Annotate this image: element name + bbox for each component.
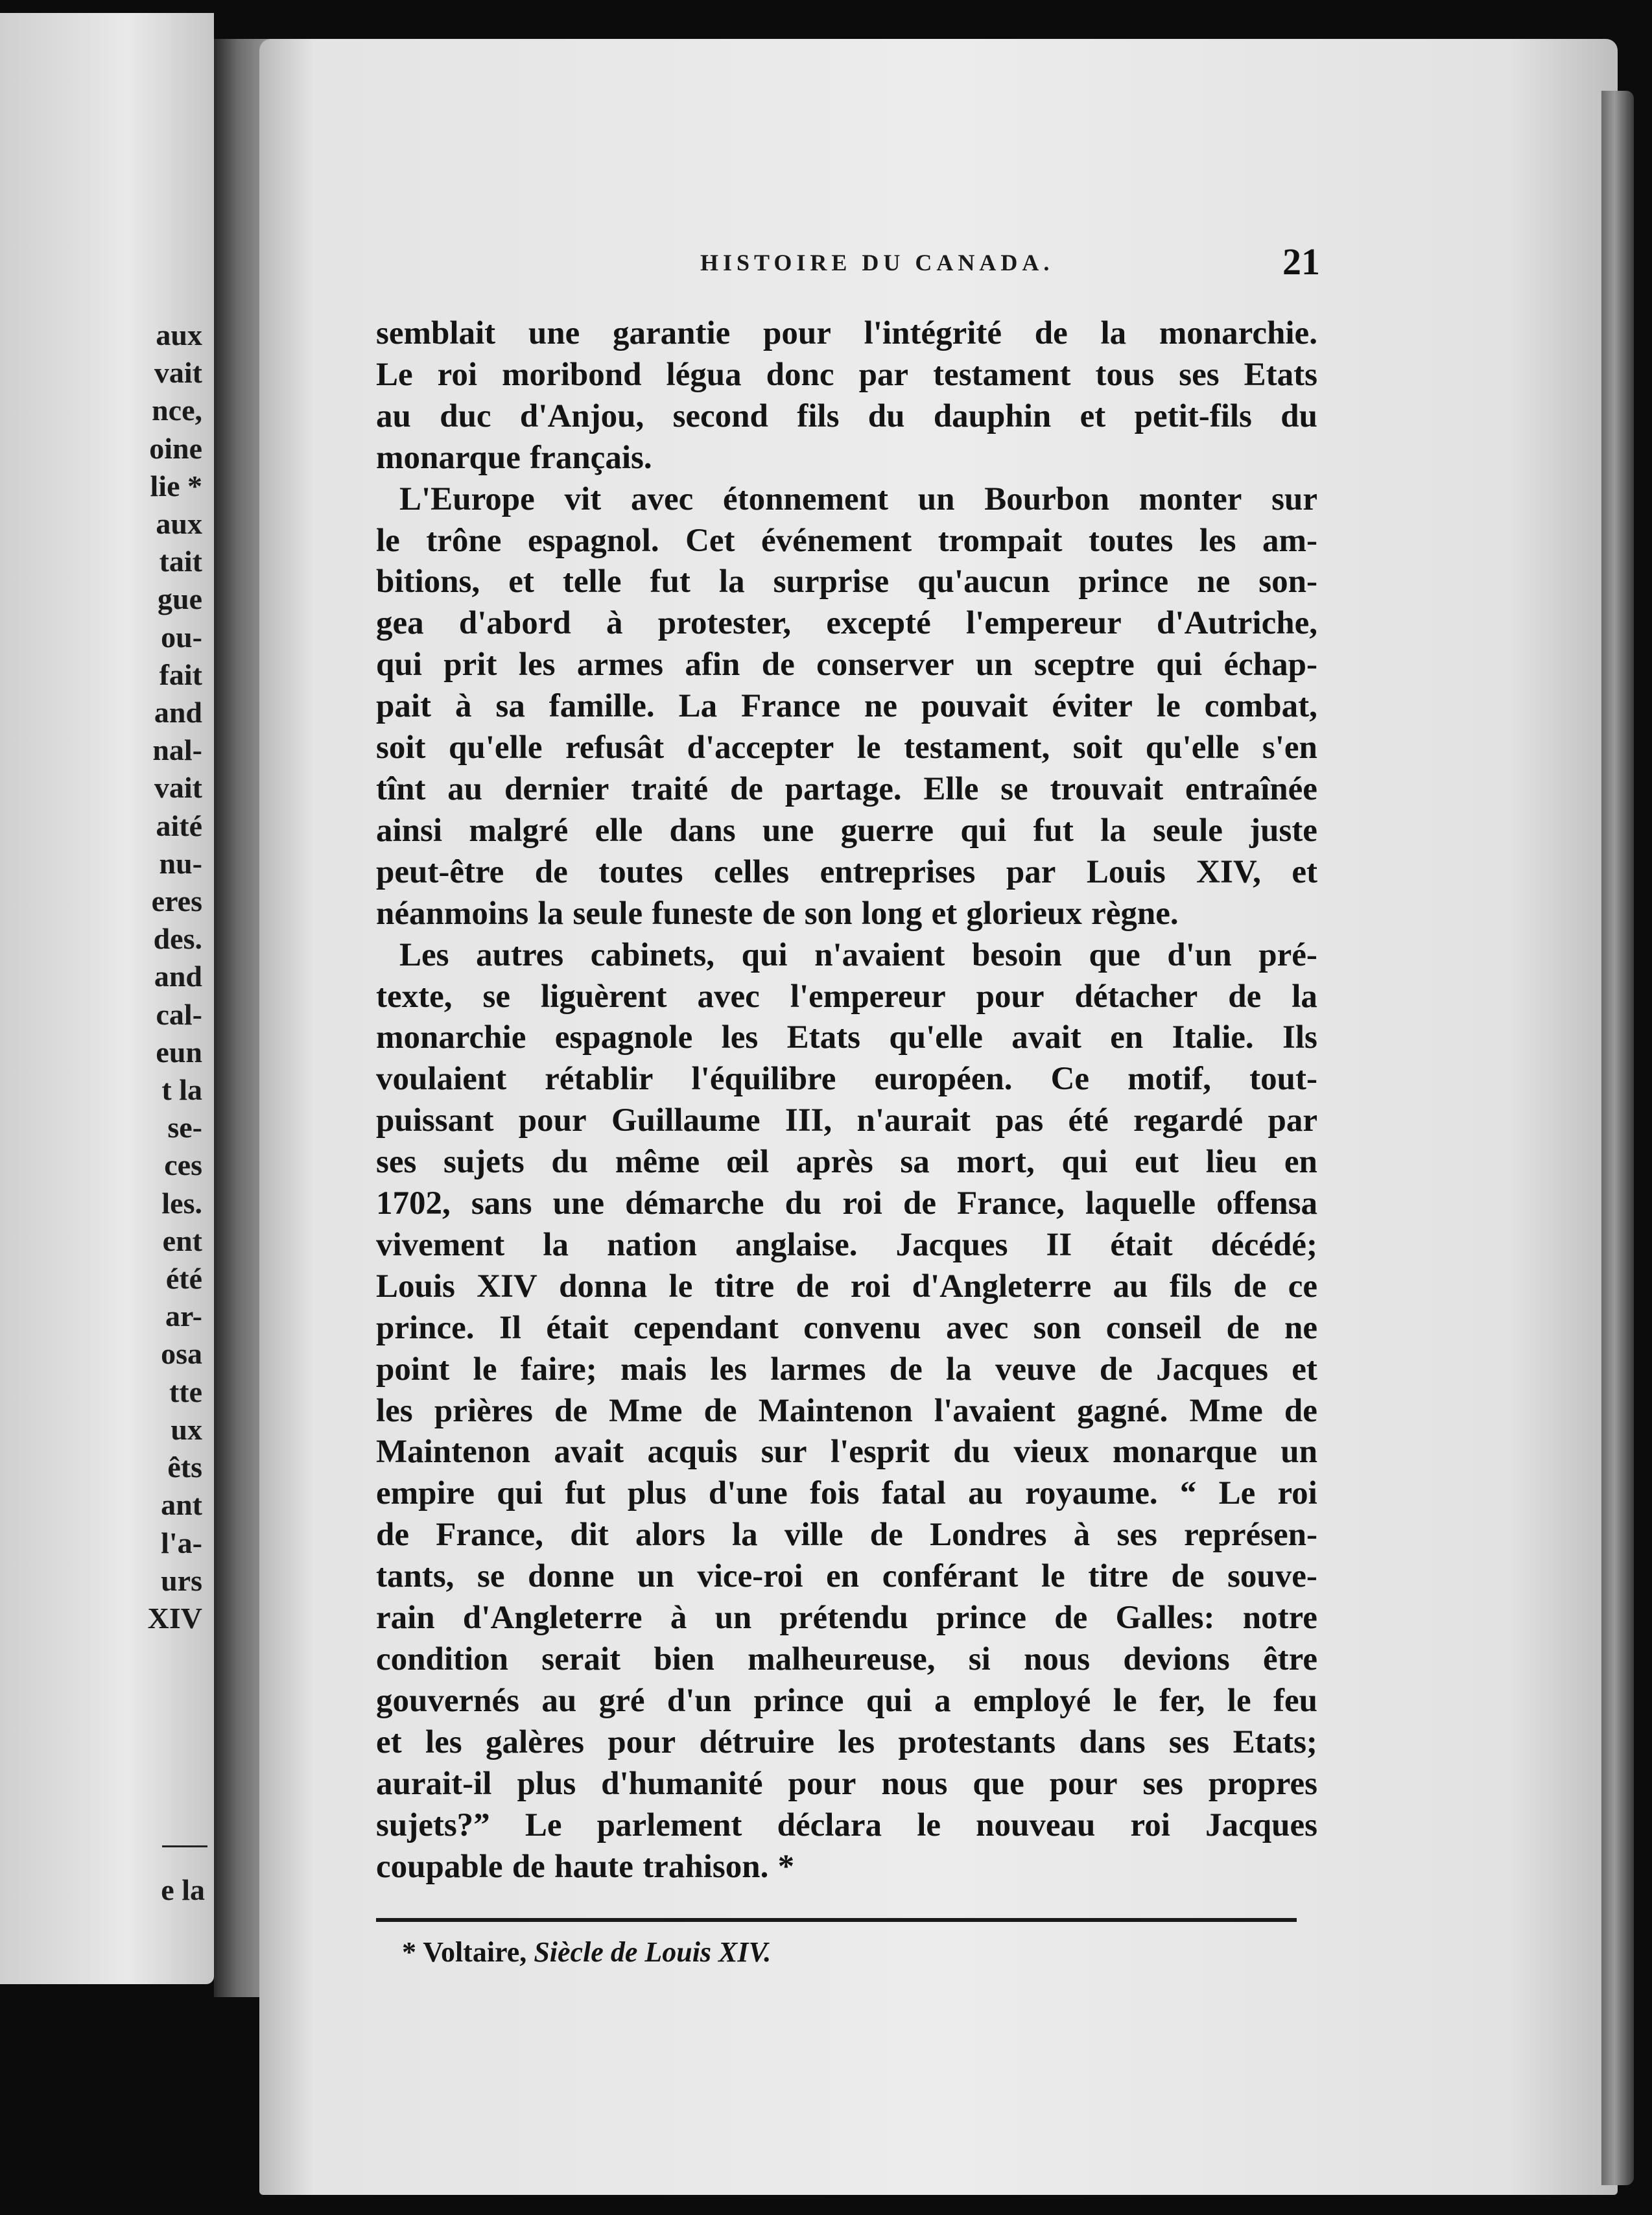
body-line: monarchie espagnole les Etats qu'elle avait en Italie. Ils [376, 1019, 1317, 1056]
body-line: tînt au dernier traité de partage. Elle se trouvait entraînée [376, 770, 1317, 807]
body-line: aurait-il plus d'humanité pour nous que pour ses propres [376, 1765, 1317, 1802]
body-line: qui prit les armes afin de conserver un sceptre qui échap- [376, 646, 1317, 683]
left-page-line: fait [159, 657, 202, 691]
body-line: L'Europe vit avec étonnement un Bourbon monter sur [399, 480, 1317, 517]
body-line: 1702, sans une démarche du roi de France, laquelle offensa [376, 1185, 1317, 1222]
left-page-line: nce, [152, 394, 202, 427]
body-line: soit qu'elle refusât d'accepter le testament, soit qu'elle s'en [376, 729, 1317, 766]
left-page-line: êts [167, 1451, 202, 1484]
body-line: voulaient rétablir l'équilibre européen. Ce motif, tout- [376, 1061, 1317, 1098]
body-line: prince. Il était cependant convenu avec son conseil de ne [376, 1309, 1317, 1346]
left-page-line: XIV [147, 1601, 202, 1635]
left-page-text [148, 316, 202, 1637]
body-line: sujets?” Le parlement déclara le nouveau roi Jacques [376, 1806, 1317, 1843]
left-page-line: osa [161, 1337, 202, 1371]
body-line: Le roi moribond légua donc par testament tous ses Etats [376, 356, 1317, 393]
left-page-line: eun [156, 1035, 202, 1069]
body-line: Les autres cabinets, qui n'avaient besoin que d'un pré- [399, 936, 1317, 973]
left-page-line: des. [153, 922, 202, 956]
body-line: semblait une garantie pour l'intégrité de la monarchie. [376, 315, 1317, 351]
left-page-line: tait [159, 545, 202, 578]
footnote-prefix: * Voltaire, [402, 1936, 534, 1968]
left-page-line: ent [162, 1224, 202, 1257]
left-page-line: l'a- [161, 1526, 202, 1559]
body-line: de France, dit alors la ville de Londres à ses représen- [376, 1517, 1317, 1554]
footnote-rule [376, 1918, 1297, 1922]
body-line: puissant pour Guillaume III, n'aurait pas été regardé par [376, 1102, 1317, 1139]
left-page-line: nal- [152, 733, 202, 767]
body-line: Maintenon avait acquis sur l'esprit du vieux monarque un [376, 1434, 1317, 1471]
left-page-line: ou- [161, 620, 202, 654]
left-facing-page [0, 13, 214, 1984]
body-line: vivement la nation anglaise. Jacques II était décédé; [376, 1226, 1317, 1263]
left-page-line: vait [154, 771, 202, 805]
left-page-line: t la [161, 1073, 202, 1107]
body-line: rain d'Angleterre à un prétendu prince de Galles: notre [376, 1600, 1317, 1637]
body-line: condition serait bien malheureuse, si nous devions être [376, 1641, 1317, 1677]
left-page-line: nu- [159, 846, 202, 880]
body-text [376, 313, 1317, 1888]
footnote-title: Siècle de Louis XIV. [534, 1936, 772, 1968]
left-page-line: tte [169, 1375, 202, 1408]
body-line: tants, se donne un vice-roi en conférant le titre de souve- [376, 1558, 1317, 1595]
page-number: 21 [1282, 241, 1320, 283]
left-page-line: lie * [150, 469, 202, 503]
page-edge [1601, 91, 1634, 2185]
left-footnote-rule [162, 1845, 207, 1847]
body-line: gouvernés au gré d'un prince qui a employé le fer, le feu [376, 1682, 1317, 1719]
left-page-line: se- [167, 1111, 202, 1144]
body-line: le trône espagnol. Cet événement trompait toutes les am- [376, 522, 1317, 559]
left-page-line: ux [171, 1412, 202, 1446]
body-line: bitions, et telle fut la surprise qu'aucun prince ne son- [376, 563, 1317, 600]
body-line: ainsi malgré elle dans une guerre qui fut la seule juste [376, 812, 1317, 849]
body-line: les prières de Mme de Maintenon l'avaient gagné. Mme de [376, 1392, 1317, 1429]
left-page-line: aux [156, 507, 202, 541]
body-line: point le faire; mais les larmes de la veuve de Jacques et [376, 1351, 1317, 1388]
left-page-line: gue [158, 582, 202, 616]
body-line: gea d'abord à protester, excepté l'empereur d'Autriche, [376, 605, 1317, 642]
left-page-line: aité [156, 809, 202, 842]
left-page-line: and [154, 696, 202, 729]
body-line: peut-être de toutes celles entreprises par Louis XIV, et [376, 853, 1317, 890]
body-line: et les galères pour détruire les protestants dans ses Etats; [376, 1723, 1317, 1760]
left-page-line: aux [156, 318, 202, 351]
left-page-line: and [154, 960, 202, 993]
body-line: néanmoins la seule funeste de son long et glorieux règne. [376, 895, 1179, 932]
body-line: empire qui fut plus d'une fois fatal au royaume. “ Le roi [376, 1475, 1317, 1512]
footnote [402, 1936, 771, 1969]
body-line: monarque français. [376, 439, 652, 476]
left-footnote-fragment: e la [161, 1873, 205, 1906]
body-line: pait à sa famille. La France ne pouvait éviter le combat, [376, 688, 1317, 725]
running-head: HISTOIRE DU CANADA. [700, 250, 1054, 276]
body-line: au duc d'Anjou, second fils du dauphin et petit-fils du [376, 397, 1317, 434]
left-page-line: vait [154, 356, 202, 390]
left-page-line: ar- [165, 1299, 202, 1333]
body-line: coupable de haute trahison. * [376, 1848, 795, 1885]
left-page-line: été [165, 1262, 202, 1296]
body-line: Louis XIV donna le titre de roi d'Angleterre au fils de ce [376, 1268, 1317, 1305]
left-page-line: cal- [156, 997, 202, 1031]
left-page-line: ant [161, 1488, 202, 1522]
body-line: texte, se liguèrent avec l'empereur pour détacher de la [376, 978, 1317, 1015]
body-line: ses sujets du même œil après sa mort, qui eut lieu en [376, 1144, 1317, 1181]
left-page-line: les. [161, 1186, 202, 1220]
left-page-line: eres [151, 884, 202, 918]
left-page-line: ces [164, 1148, 202, 1182]
left-page-line: oine [149, 431, 202, 465]
left-page-line: urs [161, 1563, 202, 1597]
